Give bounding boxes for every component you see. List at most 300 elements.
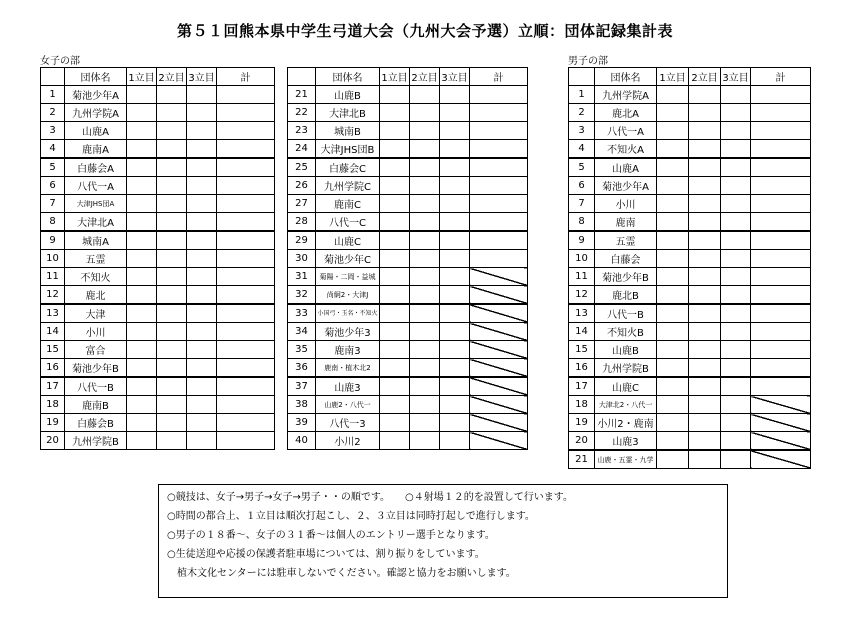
score-cell-r1[interactable] — [657, 86, 689, 104]
row-number: 15 — [41, 341, 65, 359]
total-cell[interactable] — [751, 177, 811, 195]
total-cell[interactable] — [217, 396, 275, 414]
score-cell-r3[interactable] — [187, 396, 217, 414]
header-r2: 2立目 — [689, 68, 721, 86]
table-row — [41, 396, 275, 414]
score-cell-r3[interactable] — [440, 86, 470, 104]
score-cell-r3[interactable] — [187, 86, 217, 104]
total-cell[interactable] — [470, 177, 528, 195]
boys-table — [568, 67, 811, 469]
score-cell-r3[interactable] — [721, 86, 751, 104]
total-cell[interactable] — [217, 286, 275, 305]
row-number: 38 — [288, 396, 316, 414]
score-cell-r3[interactable] — [187, 323, 217, 341]
table-row — [569, 359, 811, 378]
score-cell-r2[interactable] — [157, 86, 187, 104]
total-cell[interactable] — [470, 213, 528, 232]
score-cell-r2[interactable] — [157, 341, 187, 359]
total-cell[interactable] — [217, 414, 275, 432]
score-cell-r1[interactable] — [657, 359, 689, 378]
score-cell-r3[interactable] — [721, 268, 751, 286]
total-cell[interactable] — [470, 122, 528, 140]
team-name-cell: 山鹿B — [316, 86, 380, 104]
table-row — [569, 377, 811, 396]
total-cell[interactable] — [217, 158, 275, 177]
total-cell[interactable] — [751, 158, 811, 177]
score-cell-r1[interactable] — [127, 104, 157, 122]
score-cell-r1[interactable] — [380, 140, 410, 159]
score-cell-r3[interactable] — [440, 323, 470, 341]
score-cell-r3[interactable] — [187, 414, 217, 432]
total-cell[interactable] — [470, 250, 528, 268]
row-number: 12 — [569, 286, 595, 305]
score-cell-r1[interactable] — [657, 177, 689, 195]
score-cell-r1[interactable] — [657, 231, 689, 250]
team-name-cell: 城南A — [65, 231, 127, 250]
row-number: 4 — [569, 140, 595, 159]
score-cell-r3[interactable] — [721, 450, 751, 469]
score-cell-r2[interactable] — [689, 140, 721, 159]
score-cell-r2[interactable] — [689, 195, 721, 213]
score-cell-r1[interactable] — [657, 195, 689, 213]
score-cell-r2[interactable] — [157, 177, 187, 195]
total-cell[interactable] — [470, 140, 528, 159]
score-cell-r3[interactable] — [721, 122, 751, 140]
total-cell[interactable] — [751, 304, 811, 323]
score-cell-r2[interactable] — [157, 195, 187, 213]
score-cell-r1[interactable] — [657, 140, 689, 159]
score-cell-r3[interactable] — [187, 231, 217, 250]
score-cell-r3[interactable] — [187, 304, 217, 323]
total-cell[interactable] — [751, 195, 811, 213]
score-cell-r1[interactable] — [657, 158, 689, 177]
score-cell-r2[interactable] — [689, 359, 721, 378]
total-cell-crossed — [470, 377, 528, 396]
score-cell-r2[interactable] — [410, 140, 440, 159]
row-number: 20 — [41, 432, 65, 450]
score-cell-r2[interactable] — [689, 341, 721, 359]
score-cell-r1[interactable] — [380, 396, 410, 414]
row-number: 23 — [288, 122, 316, 140]
score-cell-r3[interactable] — [187, 377, 217, 396]
score-cell-r1[interactable] — [657, 341, 689, 359]
total-cell[interactable] — [217, 177, 275, 195]
score-cell-r3[interactable] — [721, 140, 751, 159]
score-cell-r2[interactable] — [689, 86, 721, 104]
score-cell-r1[interactable] — [380, 323, 410, 341]
score-cell-r1[interactable] — [380, 341, 410, 359]
total-cell[interactable] — [751, 359, 811, 378]
score-cell-r1[interactable] — [380, 158, 410, 177]
total-cell[interactable] — [217, 304, 275, 323]
total-cell-crossed — [470, 341, 528, 359]
table-row — [288, 86, 528, 104]
score-cell-r2[interactable] — [410, 250, 440, 268]
score-cell-r3[interactable] — [440, 377, 470, 396]
team-name-cell: 小川 — [65, 323, 127, 341]
table-row — [41, 158, 275, 177]
score-cell-r2[interactable] — [410, 377, 440, 396]
score-cell-r2[interactable] — [689, 432, 721, 451]
table-row — [569, 450, 811, 469]
score-cell-r1[interactable] — [657, 432, 689, 451]
score-cell-r2[interactable] — [157, 377, 187, 396]
score-cell-r2[interactable] — [157, 304, 187, 323]
total-cell[interactable] — [751, 341, 811, 359]
team-name-cell: 九州学院A — [65, 104, 127, 122]
score-cell-r3[interactable] — [187, 213, 217, 232]
score-cell-r3[interactable] — [721, 213, 751, 232]
row-number: 27 — [288, 195, 316, 213]
score-cell-r1[interactable] — [127, 158, 157, 177]
row-number: 33 — [288, 304, 316, 323]
score-cell-r2[interactable] — [410, 432, 440, 450]
team-name-cell: 八代一A — [595, 122, 657, 140]
header-no — [569, 68, 595, 86]
score-cell-r2[interactable] — [410, 304, 440, 323]
total-cell[interactable] — [751, 140, 811, 159]
total-cell[interactable] — [751, 250, 811, 268]
team-name-cell: 八代一A — [65, 177, 127, 195]
score-cell-r3[interactable] — [440, 268, 470, 286]
score-cell-r2[interactable] — [410, 195, 440, 213]
score-cell-r3[interactable] — [187, 122, 217, 140]
score-cell-r2[interactable] — [157, 414, 187, 432]
total-cell[interactable] — [470, 231, 528, 250]
score-cell-r2[interactable] — [689, 414, 721, 432]
score-cell-r1[interactable] — [380, 86, 410, 104]
score-cell-r2[interactable] — [157, 323, 187, 341]
score-cell-r1[interactable] — [127, 432, 157, 450]
score-cell-r1[interactable] — [657, 250, 689, 268]
score-cell-r1[interactable] — [127, 177, 157, 195]
score-cell-r3[interactable] — [721, 231, 751, 250]
table-row — [41, 195, 275, 213]
score-cell-r2[interactable] — [410, 414, 440, 432]
row-number: 10 — [41, 250, 65, 268]
score-cell-r2[interactable] — [689, 450, 721, 469]
score-cell-r2[interactable] — [157, 432, 187, 450]
score-cell-r1[interactable] — [380, 286, 410, 305]
score-cell-r1[interactable] — [127, 359, 157, 378]
team-name-cell: 山鹿3 — [595, 432, 657, 451]
score-cell-r2[interactable] — [157, 286, 187, 305]
score-cell-r2[interactable] — [410, 268, 440, 286]
score-cell-r3[interactable] — [440, 158, 470, 177]
score-cell-r3[interactable] — [721, 286, 751, 305]
row-number: 24 — [288, 140, 316, 159]
total-cell-crossed — [470, 414, 528, 432]
score-cell-r2[interactable] — [689, 268, 721, 286]
total-cell[interactable] — [751, 86, 811, 104]
score-cell-r3[interactable] — [440, 341, 470, 359]
total-cell[interactable] — [217, 86, 275, 104]
total-cell[interactable] — [217, 359, 275, 378]
total-cell[interactable] — [217, 341, 275, 359]
table-row — [41, 359, 275, 378]
row-number: 34 — [288, 323, 316, 341]
score-cell-r2[interactable] — [410, 323, 440, 341]
score-cell-r3[interactable] — [440, 140, 470, 159]
score-cell-r1[interactable] — [380, 177, 410, 195]
score-cell-r2[interactable] — [410, 104, 440, 122]
score-cell-r1[interactable] — [657, 213, 689, 232]
total-cell[interactable] — [217, 377, 275, 396]
score-cell-r3[interactable] — [440, 195, 470, 213]
score-cell-r3[interactable] — [440, 122, 470, 140]
team-name-cell: 大津JHS団A — [65, 195, 127, 213]
score-cell-r3[interactable] — [721, 341, 751, 359]
score-cell-r3[interactable] — [721, 250, 751, 268]
score-cell-r1[interactable] — [380, 213, 410, 232]
score-cell-r1[interactable] — [127, 304, 157, 323]
score-cell-r2[interactable] — [689, 231, 721, 250]
score-cell-r3[interactable] — [721, 158, 751, 177]
team-name-cell: 菊陽・二岡・益城 — [316, 268, 380, 286]
score-cell-r2[interactable] — [689, 250, 721, 268]
score-cell-r1[interactable] — [380, 195, 410, 213]
score-cell-r1[interactable] — [380, 231, 410, 250]
team-name-cell: 菊池少年A — [595, 177, 657, 195]
score-cell-r3[interactable] — [721, 377, 751, 396]
score-cell-r2[interactable] — [157, 158, 187, 177]
total-cell[interactable] — [217, 323, 275, 341]
score-cell-r2[interactable] — [689, 122, 721, 140]
score-cell-r1[interactable] — [127, 140, 157, 159]
score-cell-r2[interactable] — [410, 286, 440, 305]
score-cell-r1[interactable] — [127, 268, 157, 286]
score-cell-r2[interactable] — [157, 122, 187, 140]
score-cell-r1[interactable] — [127, 213, 157, 232]
score-cell-r1[interactable] — [380, 104, 410, 122]
row-number: 3 — [41, 122, 65, 140]
score-cell-r2[interactable] — [410, 359, 440, 378]
score-cell-r2[interactable] — [157, 104, 187, 122]
score-cell-r2[interactable] — [410, 396, 440, 414]
header-r3: 3立目 — [721, 68, 751, 86]
score-cell-r1[interactable] — [657, 122, 689, 140]
row-number: 17 — [569, 377, 595, 396]
score-cell-r1[interactable] — [127, 122, 157, 140]
team-name-cell: 山鹿・五霊・九学 — [595, 450, 657, 469]
score-cell-r2[interactable] — [157, 231, 187, 250]
table-row — [41, 414, 275, 432]
score-cell-r2[interactable] — [689, 377, 721, 396]
table-row — [41, 86, 275, 104]
score-cell-r3[interactable] — [721, 414, 751, 432]
score-cell-r1[interactable] — [380, 304, 410, 323]
table-row — [288, 359, 528, 378]
score-cell-r3[interactable] — [187, 140, 217, 159]
score-cell-r3[interactable] — [187, 177, 217, 195]
score-cell-r1[interactable] — [127, 377, 157, 396]
score-cell-r2[interactable] — [157, 140, 187, 159]
row-number: 21 — [569, 450, 595, 469]
row-number: 17 — [41, 377, 65, 396]
score-cell-r2[interactable] — [689, 158, 721, 177]
score-cell-r1[interactable] — [127, 195, 157, 213]
notes-box — [158, 484, 728, 598]
score-cell-r3[interactable] — [187, 286, 217, 305]
team-name-cell: 九州学院B — [595, 359, 657, 378]
score-cell-r1[interactable] — [657, 396, 689, 414]
score-cell-r3[interactable] — [187, 104, 217, 122]
score-cell-r3[interactable] — [440, 304, 470, 323]
score-cell-r3[interactable] — [187, 341, 217, 359]
total-cell[interactable] — [470, 158, 528, 177]
total-cell-crossed — [751, 414, 811, 432]
total-cell[interactable] — [217, 250, 275, 268]
score-cell-r3[interactable] — [440, 432, 470, 450]
team-name-cell: 大津 — [65, 304, 127, 323]
score-cell-r1[interactable] — [657, 268, 689, 286]
row-number: 36 — [288, 359, 316, 378]
total-cell[interactable] — [217, 213, 275, 232]
row-number: 21 — [288, 86, 316, 104]
team-name-cell: 山鹿C — [316, 231, 380, 250]
score-cell-r2[interactable] — [410, 213, 440, 232]
score-cell-r1[interactable] — [127, 396, 157, 414]
score-cell-r1[interactable] — [657, 286, 689, 305]
score-cell-r3[interactable] — [721, 104, 751, 122]
total-cell[interactable] — [751, 377, 811, 396]
team-name-cell: 山鹿B — [595, 341, 657, 359]
score-cell-r2[interactable] — [157, 359, 187, 378]
total-cell[interactable] — [751, 213, 811, 232]
team-name-cell: 山鹿2・八代一 — [316, 396, 380, 414]
score-cell-r1[interactable] — [127, 341, 157, 359]
team-name-cell: 九州学院C — [316, 177, 380, 195]
score-cell-r2[interactable] — [689, 323, 721, 341]
score-cell-r2[interactable] — [410, 341, 440, 359]
score-cell-r3[interactable] — [440, 359, 470, 378]
score-cell-r2[interactable] — [157, 396, 187, 414]
score-cell-r1[interactable] — [127, 231, 157, 250]
score-cell-r3[interactable] — [721, 304, 751, 323]
score-cell-r2[interactable] — [689, 396, 721, 414]
total-cell[interactable] — [751, 104, 811, 122]
note-line: ○生徒送迎や応援の保護者駐車場については、割り振りをしています。 — [167, 549, 485, 560]
team-name-cell: 八代一C — [316, 213, 380, 232]
row-number: 1 — [569, 86, 595, 104]
score-cell-r3[interactable] — [440, 414, 470, 432]
team-name-cell: 菊池少年C — [316, 250, 380, 268]
score-cell-r1[interactable] — [657, 104, 689, 122]
score-cell-r3[interactable] — [440, 104, 470, 122]
score-cell-r1[interactable] — [657, 304, 689, 323]
score-cell-r1[interactable] — [127, 250, 157, 268]
score-cell-r2[interactable] — [410, 86, 440, 104]
score-cell-r3[interactable] — [721, 195, 751, 213]
total-cell[interactable] — [751, 231, 811, 250]
table-row — [288, 377, 528, 396]
score-cell-r1[interactable] — [380, 122, 410, 140]
table-row — [288, 304, 528, 323]
score-cell-r2[interactable] — [410, 122, 440, 140]
score-cell-r2[interactable] — [689, 177, 721, 195]
total-cell[interactable] — [470, 104, 528, 122]
total-cell[interactable] — [217, 195, 275, 213]
total-cell[interactable] — [751, 268, 811, 286]
score-cell-r1[interactable] — [380, 377, 410, 396]
score-cell-r3[interactable] — [440, 213, 470, 232]
score-cell-r2[interactable] — [689, 304, 721, 323]
score-cell-r1[interactable] — [127, 414, 157, 432]
row-number: 6 — [569, 177, 595, 195]
score-cell-r3[interactable] — [187, 359, 217, 378]
score-cell-r2[interactable] — [157, 268, 187, 286]
total-cell[interactable] — [751, 286, 811, 305]
table-row — [569, 231, 811, 250]
score-cell-r3[interactable] — [187, 195, 217, 213]
total-cell[interactable] — [217, 140, 275, 159]
score-cell-r1[interactable] — [380, 268, 410, 286]
score-cell-r2[interactable] — [157, 250, 187, 268]
total-cell[interactable] — [217, 104, 275, 122]
total-cell[interactable] — [217, 268, 275, 286]
score-cell-r3[interactable] — [721, 177, 751, 195]
score-cell-r1[interactable] — [380, 414, 410, 432]
score-cell-r1[interactable] — [380, 250, 410, 268]
score-cell-r2[interactable] — [689, 104, 721, 122]
header-team: 団体名 — [316, 68, 380, 86]
row-number: 16 — [41, 359, 65, 378]
score-cell-r3[interactable] — [721, 323, 751, 341]
total-cell[interactable] — [470, 195, 528, 213]
score-cell-r1[interactable] — [380, 359, 410, 378]
score-cell-r2[interactable] — [410, 158, 440, 177]
score-cell-r3[interactable] — [440, 250, 470, 268]
score-cell-r1[interactable] — [127, 286, 157, 305]
score-cell-r1[interactable] — [380, 432, 410, 450]
score-cell-r1[interactable] — [657, 323, 689, 341]
row-number: 25 — [288, 158, 316, 177]
score-cell-r3[interactable] — [187, 268, 217, 286]
score-cell-r1[interactable] — [127, 86, 157, 104]
score-cell-r1[interactable] — [127, 323, 157, 341]
score-cell-r3[interactable] — [187, 158, 217, 177]
total-cell[interactable] — [751, 122, 811, 140]
row-number: 4 — [41, 140, 65, 159]
score-cell-r3[interactable] — [440, 231, 470, 250]
score-cell-r3[interactable] — [187, 250, 217, 268]
row-number: 29 — [288, 231, 316, 250]
score-cell-r3[interactable] — [721, 432, 751, 451]
score-cell-r1[interactable] — [657, 414, 689, 432]
score-cell-r3[interactable] — [440, 396, 470, 414]
header-team: 団体名 — [595, 68, 657, 86]
score-cell-r2[interactable] — [157, 213, 187, 232]
total-cell[interactable] — [217, 122, 275, 140]
score-cell-r2[interactable] — [410, 231, 440, 250]
total-cell[interactable] — [217, 231, 275, 250]
score-cell-r2[interactable] — [410, 177, 440, 195]
score-cell-r2[interactable] — [689, 286, 721, 305]
team-name-cell: 不知火 — [65, 268, 127, 286]
total-cell[interactable] — [217, 432, 275, 450]
score-cell-r1[interactable] — [657, 450, 689, 469]
score-cell-r3[interactable] — [440, 286, 470, 305]
score-cell-r3[interactable] — [187, 432, 217, 450]
total-cell[interactable] — [470, 86, 528, 104]
total-cell-crossed — [470, 304, 528, 323]
score-cell-r3[interactable] — [440, 177, 470, 195]
total-cell[interactable] — [751, 323, 811, 341]
score-cell-r3[interactable] — [721, 359, 751, 378]
score-cell-r1[interactable] — [657, 377, 689, 396]
score-cell-r2[interactable] — [689, 213, 721, 232]
score-cell-r3[interactable] — [721, 396, 751, 414]
